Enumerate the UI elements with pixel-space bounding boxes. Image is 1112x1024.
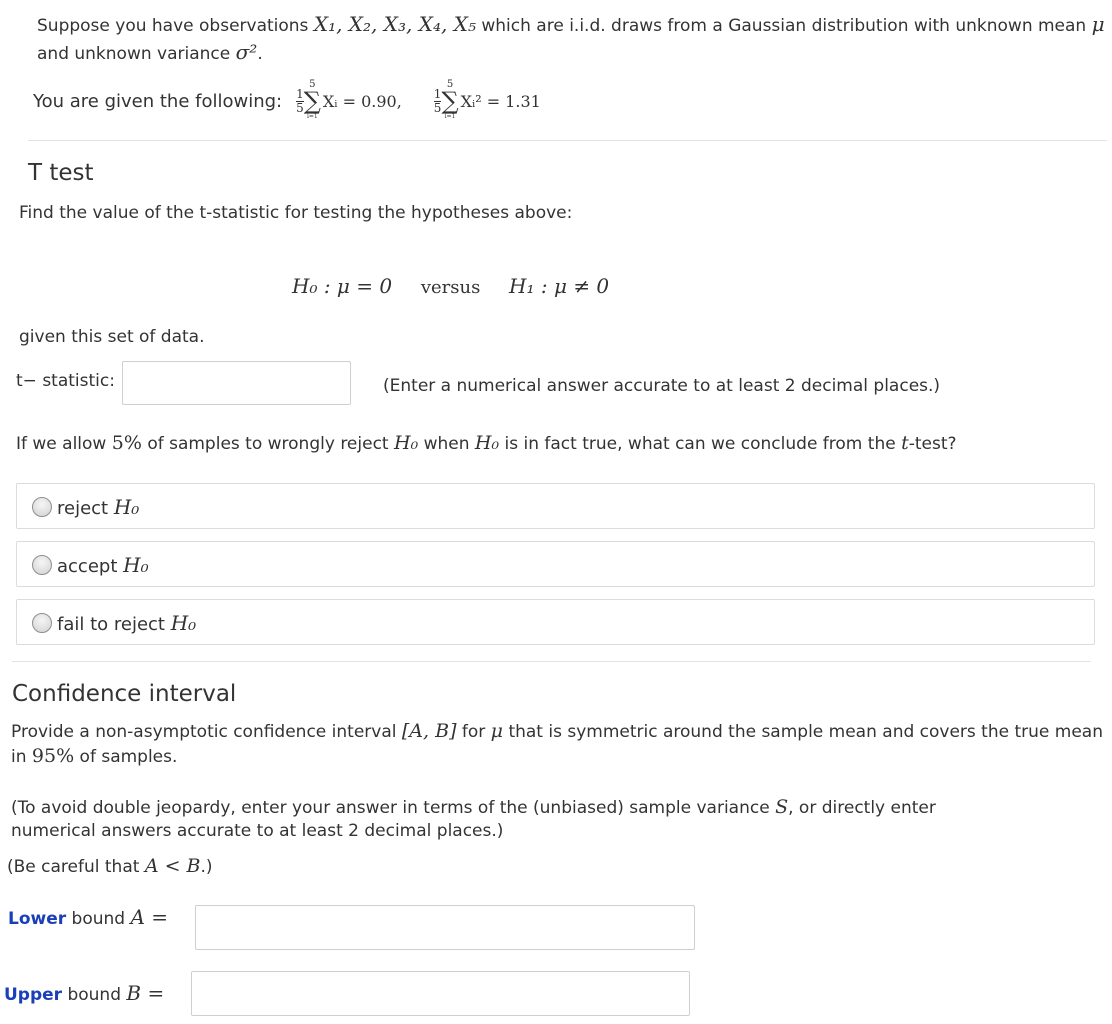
sum1-expression: Xᵢ = 0.90, bbox=[322, 91, 402, 111]
radio-accept[interactable] bbox=[32, 555, 52, 575]
ci-desc-line1 bbox=[11, 720, 1103, 742]
divider-1 bbox=[28, 140, 1107, 141]
ttest-find-text: Find the value of the t-statistic for testing the hypotheses above: bbox=[19, 203, 573, 223]
choice-reject[interactable] bbox=[16, 483, 1095, 529]
tstat-input[interactable] bbox=[122, 361, 351, 405]
ci-desc-text: Provide a non-asymptotic confidence interval bbox=[11, 722, 397, 742]
period: . bbox=[257, 44, 263, 64]
sum-symbol-2: 5 ∑ i=1 bbox=[441, 79, 459, 120]
ci-s-math: S bbox=[775, 796, 789, 818]
lower-bound-text: bound bbox=[71, 909, 126, 929]
choice-accept[interactable] bbox=[16, 541, 1095, 587]
upper-bound-input[interactable] bbox=[191, 971, 690, 1016]
choice-accept-label: accept H₀ bbox=[57, 553, 149, 577]
versus-text: versus bbox=[420, 277, 481, 298]
tstat-label: t− statistic: bbox=[16, 371, 115, 391]
radio-fail-to-reject[interactable] bbox=[32, 613, 52, 633]
choice-fail-to-reject-label: fail to reject H₀ bbox=[57, 611, 197, 635]
fraction-1: $\frac{1}{5}$ bbox=[296, 86, 304, 115]
ci-desc-line2 bbox=[11, 745, 177, 767]
ci-in-text: in bbox=[11, 747, 27, 767]
q-t: t bbox=[901, 432, 909, 454]
upper-bound-label bbox=[4, 981, 164, 1005]
lower-bound-label bbox=[8, 905, 168, 929]
h1-math: H₁ : μ ≠ 0 bbox=[509, 274, 610, 298]
ci-note-line2: numerical answers accurate to at least 2 decimal places.) bbox=[11, 821, 504, 841]
given-data-text: given this set of data. bbox=[19, 327, 205, 347]
ci-note-line1 bbox=[11, 796, 936, 818]
h0-math: H₀ : μ = 0 bbox=[292, 274, 393, 298]
careful-math: A < B bbox=[144, 855, 201, 877]
careful-text: (Be careful that bbox=[7, 857, 140, 877]
q-text-1: If we allow bbox=[16, 434, 107, 454]
ttest-title: T test bbox=[28, 160, 94, 186]
intro-text-cont: which are i.i.d. draws from a Gaussian distribution with unknown mean bbox=[481, 16, 1087, 36]
intro-line1 bbox=[37, 12, 1105, 36]
fraction-2: $\frac{1}{5}$ bbox=[433, 86, 442, 115]
given-label: You are given the following: bbox=[33, 90, 283, 112]
ci-note-text: (To avoid double jeopardy, enter your answer in terms of the (unbiased) sample variance bbox=[11, 798, 770, 818]
observations-math: X₁, X₂, X₃, X₄, X₅ bbox=[313, 12, 476, 36]
intro-line2 bbox=[37, 40, 263, 64]
q-text-4: is in fact true, what can we conclude from the bbox=[504, 434, 896, 454]
conclusion-question bbox=[16, 432, 957, 454]
divider-2 bbox=[12, 661, 1091, 662]
ci-note-text-cont: , or directly enter bbox=[788, 798, 936, 818]
hypotheses bbox=[292, 274, 609, 298]
q-h0-2: H₀ bbox=[474, 432, 500, 454]
ci-desc-text-cont: that is symmetric around the sample mean and covers the true mean bbox=[508, 722, 1103, 742]
choice-fail-to-reject[interactable] bbox=[16, 599, 1095, 645]
lower-bound-input[interactable] bbox=[195, 905, 695, 950]
sum-symbol-1: 5 ∑ i=1 bbox=[303, 79, 321, 120]
upper-math: B = bbox=[126, 981, 165, 1005]
ci-samples-text: of samples. bbox=[79, 747, 178, 767]
choice-reject-label: reject H₀ bbox=[57, 495, 140, 519]
upper-bold: Upper bbox=[4, 985, 63, 1005]
lower-bold: Lower bbox=[8, 909, 67, 929]
ci-title: Confidence interval bbox=[12, 681, 237, 707]
ci-for-text: for bbox=[461, 722, 486, 742]
q-text-5: -test? bbox=[908, 434, 957, 454]
given-row bbox=[33, 76, 541, 126]
ci-mu-math: μ bbox=[490, 720, 504, 742]
lower-math: A = bbox=[130, 905, 169, 929]
ci-careful bbox=[7, 855, 213, 877]
mu-math: μ bbox=[1091, 12, 1105, 36]
sum2-expression: Xᵢ² = 1.31 bbox=[460, 91, 541, 111]
q-h0-1: H₀ bbox=[394, 432, 419, 454]
ci-pct-math: 95% bbox=[31, 745, 75, 767]
tstat-hint: (Enter a numerical answer accurate to at least 2 decimal places.) bbox=[383, 376, 941, 396]
variance-text: and unknown variance bbox=[37, 44, 231, 64]
q-pct: 5% bbox=[111, 432, 142, 454]
sigma-sq-math: σ² bbox=[235, 40, 258, 64]
ci-interval-math: [A, B] bbox=[401, 720, 457, 742]
careful-text-end: .) bbox=[200, 857, 213, 877]
radio-reject[interactable] bbox=[32, 497, 52, 517]
q-text-2: of samples to wrongly reject bbox=[147, 434, 389, 454]
q-text-3: when bbox=[423, 434, 470, 454]
intro-text: Suppose you have observations bbox=[37, 16, 309, 36]
upper-bound-text: bound bbox=[67, 985, 122, 1005]
